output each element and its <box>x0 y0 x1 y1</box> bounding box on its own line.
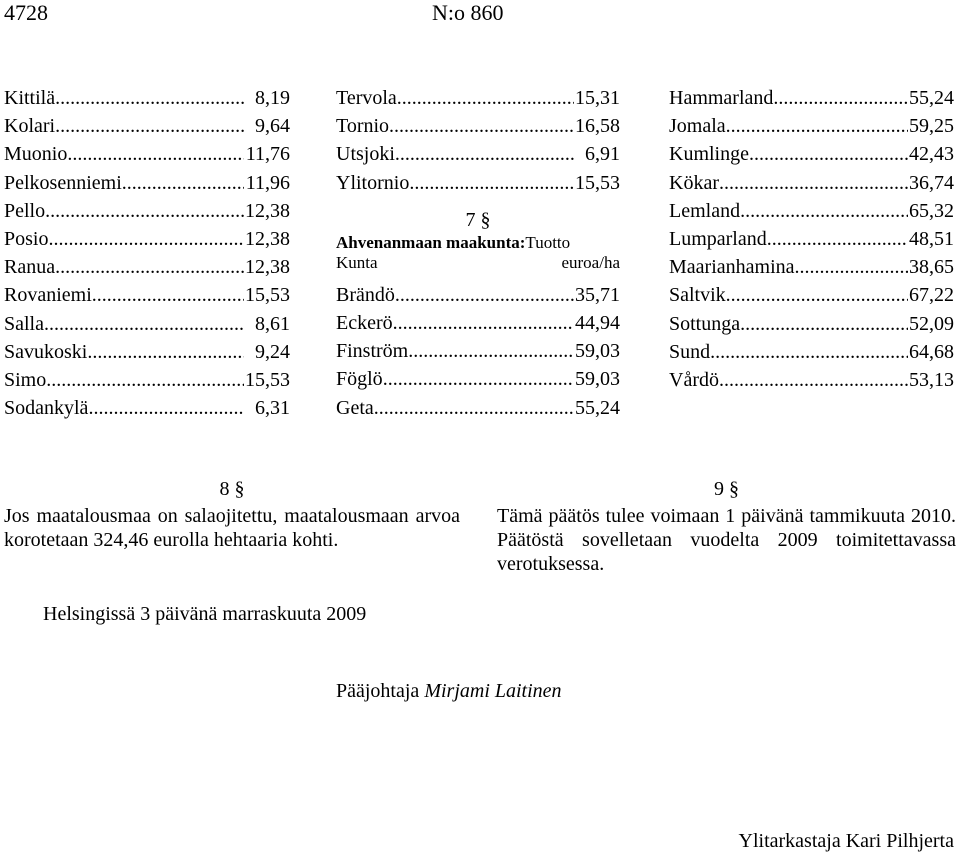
table-row: Savukoski ..... 9,24 <box>4 338 290 366</box>
table-row: Sund ..... 64,68 <box>669 338 954 366</box>
section-text: Jos maatalousmaa on salaojitettu, maatalousmaan arvoa korotetaan 324,46 eurolla hehtaaria kohti. <box>4 505 460 551</box>
section-number: 9 § <box>714 478 739 500</box>
page-number: 4728 <box>4 0 48 25</box>
table-row: Kittilä ..... 8,19 <box>4 84 290 112</box>
table-row: Eckerö ..... 44,94 <box>336 309 620 337</box>
table-row: Tornio ..... 16,58 <box>336 112 620 140</box>
signature-senior-inspector: Ylitarkastaja Kari Pilhjerta <box>738 830 954 852</box>
table-row: Sodankylä ..... 6,31 <box>4 394 290 422</box>
table-row: Utsjoki ..... 6,91 <box>336 140 620 168</box>
table-row: Simo ..... 15,53 <box>4 366 290 394</box>
table-row: Kolari ..... 9,64 <box>4 112 290 140</box>
section-9 <box>497 478 956 576</box>
section-title: Ahvenanmaan maakunta: <box>336 232 526 252</box>
table-row: Vårdö ..... 53,13 <box>669 366 954 394</box>
table-row: Rovaniemi ..... 15,53 <box>4 281 290 309</box>
section-number: 7 § <box>465 208 491 231</box>
table-row: Pello ..... 12,38 <box>4 197 290 225</box>
table-row: Muonio ..... 11,76 <box>4 140 290 168</box>
table-row: Lumparland ..... 48,51 <box>669 225 954 253</box>
table-row: Pelkosenniemi ..... 11,96 <box>4 169 290 197</box>
column-header-yield: Tuotto <box>525 232 571 252</box>
signature-director-general <box>336 679 562 703</box>
table-row: Föglö ..... 59,03 <box>336 365 620 393</box>
table-row: Tervola ..... 15,31 <box>336 84 620 112</box>
column-header-unit: euroa/ha <box>561 252 620 272</box>
municipality-column-3 <box>669 84 954 394</box>
table-row: Kumlinge ..... 42,43 <box>669 140 954 168</box>
table-row: Salla ..... 8,61 <box>4 310 290 338</box>
table-row: Ranua ..... 12,38 <box>4 253 290 281</box>
table-row: Hammarland ..... 55,24 <box>669 84 954 112</box>
municipality-column-1 <box>4 84 290 422</box>
table-row: Geta ..... 55,24 <box>336 394 620 422</box>
table-row: Kökar ..... 36,74 <box>669 169 954 197</box>
municipality-column-2 <box>336 84 620 422</box>
signatory-title: Pääjohtaja <box>336 680 420 702</box>
section-8 <box>4 478 460 552</box>
table-row: Maarianhamina ..... 38,65 <box>669 253 954 281</box>
decree-number: N:o 860 <box>432 0 504 25</box>
signatory-name: Mirjami Laitinen <box>424 680 562 702</box>
table-row: Jomala ..... 59,25 <box>669 112 954 140</box>
column-header-municipality: Kunta <box>336 252 378 272</box>
table-row: Brändö ..... 35,71 <box>336 281 620 309</box>
section-text: Tämä päätös tulee voimaan 1 päivänä tammikuuta 2010. Päätöstä sovelletaan vuodelta 2009 toimitettavassa verotuksessa. <box>497 505 956 575</box>
table-row: Finström ..... 59,03 <box>336 337 620 365</box>
table-row: Sottunga ..... 52,09 <box>669 310 954 338</box>
table-row: Posio ..... 12,38 <box>4 225 290 253</box>
section-7-heading <box>336 197 620 281</box>
place-and-date: Helsingissä 3 päivänä marraskuuta 2009 <box>43 603 367 625</box>
table-row: Ylitornio ..... 15,53 <box>336 169 620 197</box>
table-row: Lemland ..... 65,32 <box>669 197 954 225</box>
table-row: Saltvik ..... 67,22 <box>669 281 954 309</box>
section-number: 8 § <box>219 478 245 500</box>
